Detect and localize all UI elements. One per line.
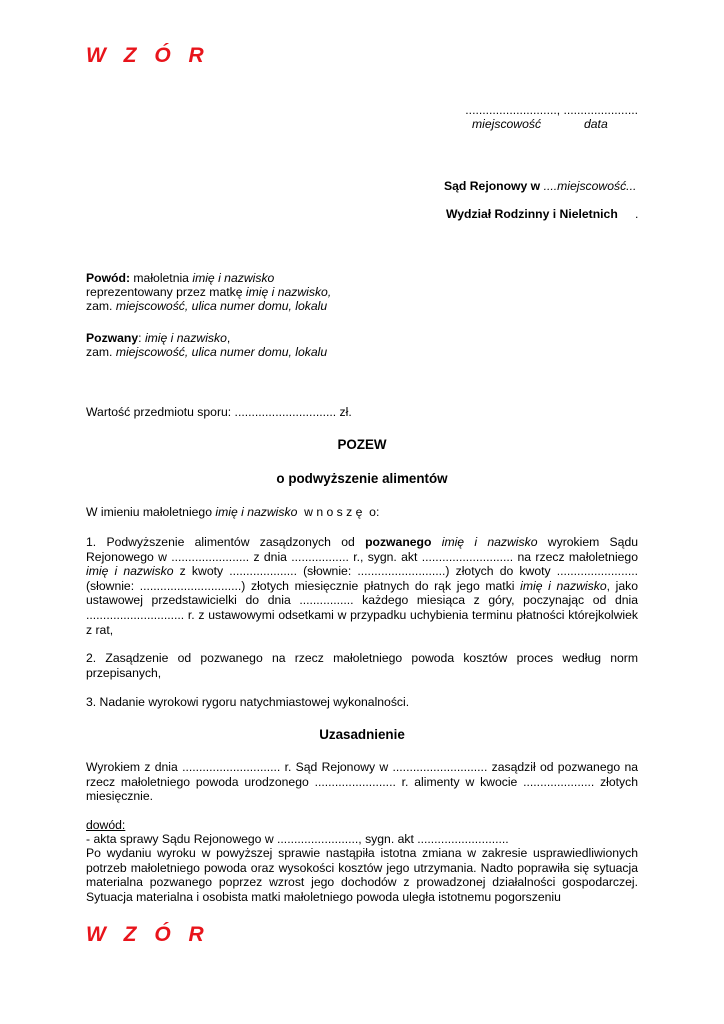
defendant-comma: ,	[226, 331, 231, 345]
defendant-colon: :	[138, 331, 142, 345]
court-place: ....miejscowość...	[543, 179, 637, 193]
defendant-address: miejscowość, ulica numer domu, lokalu	[115, 345, 328, 359]
defendant-line1	[86, 331, 230, 346]
defendant-line2	[86, 345, 327, 360]
intro-text: W imieniu małoletniego	[86, 505, 212, 519]
court-name	[444, 179, 636, 194]
point1-text-d: wyrokiem Sądu Rejonowego w ....................... z dnia ................. r., sygn. akt ........................... na rzecz małoletniego	[86, 535, 639, 564]
defendant-name: imię i nazwisko	[144, 331, 227, 345]
point1-text-h: , jako ustawowej przedstawicielki do dnia ................ każdego miesiąca z góry, poczynając od dnia ............................. r. z ustawowymi odsetkami w przypadku uchybienia terminu płatności którejkolwiek z rat,	[86, 578, 638, 637]
plaintiff-label: Powód:	[86, 271, 131, 285]
document-title: POZEW	[337, 437, 387, 452]
point1-mother-name: imię i nazwisko	[520, 578, 607, 593]
place-date-dots: ..........................., ......................	[465, 103, 638, 117]
place-label: miejscowość	[472, 117, 542, 131]
request-point-2: 2. Zasądzenie od pozwanego na rzecz małoletniego powoda kosztów proces według norm przepisanych,	[86, 651, 638, 680]
plaintiff-representative-text: reprezentowany przez matkę	[86, 285, 243, 299]
intro-name: imię i nazwisko	[215, 505, 298, 519]
plaintiff-name: imię i nazwisko	[192, 271, 275, 285]
point1-text-a: 1. Podwyższenie alimentów zasądzonych od	[86, 535, 355, 549]
request-point-1	[86, 535, 638, 637]
watermark-bottom: W Z Ó R	[86, 923, 210, 946]
evidence-item-1: - akta sprawy Sądu Rejonowego w ........................, sygn. akt ...........................	[86, 832, 509, 846]
dispute-value: Wartość przedmiotu sporu: .............................. zł.	[86, 405, 352, 419]
intro-colon: o:	[369, 505, 380, 519]
plaintiff-line3	[86, 299, 327, 314]
defendant-address-prefix: zam.	[86, 345, 113, 359]
point1-text-f: z kwoty .................... (słownie: ..........................) złotych do kwoty ........................ (słownie: ..............................) złotych miesięcznie płatnych do rąk jego matki	[86, 564, 639, 593]
evidence-label: dowód:	[86, 818, 126, 832]
plaintiff-address-prefix: zam.	[86, 299, 113, 313]
plaintiff-representative-name: imię i nazwisko,	[245, 285, 332, 299]
justification-title: Uzasadnienie	[319, 727, 405, 742]
court-division: Wydział Rodzinny i Nieletnich	[446, 207, 618, 221]
evidence-paragraph: Po wydaniu wyroku w powyższej sprawie nastąpiła istotna zmiana w zakresie usprawiedliwionych potrzeb małoletniego powoda oraz wysokości kosztów jego utrzymania. Nadto poprawiła się sytuacja materialna pozwanego poprzez wzrost jego dochodów z prowadzonej działalności gospodarczej. Sytuacja materialna i osobista matki małoletniego powoda uległa istotnemu pogorszeniu	[86, 846, 638, 904]
point1-defendant: pozwanego	[365, 535, 432, 549]
defendant-label: Pozwany	[86, 331, 139, 345]
document-subtitle: o podwyższenie alimentów	[276, 471, 448, 486]
watermark-top: W Z Ó R	[86, 44, 210, 67]
court-prefix: Sąd Rejonowy w	[444, 179, 541, 193]
request-point-3: 3. Nadanie wyrokowi rygoru natychmiastowej wykonalności.	[86, 695, 410, 709]
plaintiff-text: małoletnia	[133, 271, 189, 285]
date-label: data	[584, 117, 608, 131]
plaintiff-line1	[86, 271, 274, 286]
plaintiff-address: miejscowość, ulica numer domu, lokalu	[115, 299, 328, 313]
intro-line	[86, 505, 379, 520]
justification-text: Wyrokiem z dnia ............................. r. Sąd Rejonowy w ............................ zasądził od pozwanego na rzecz małoletniego powoda urodzonego ........................ r. alimenty w kwocie ..................... złotych miesięcznie.	[86, 760, 638, 804]
plaintiff-line2	[86, 285, 331, 300]
intro-request: w n o s z ę	[304, 505, 363, 519]
point1-defendant-name: imię i nazwisko	[441, 535, 538, 549]
court-division-end: .	[635, 207, 639, 221]
point1-minor-name: imię i nazwisko	[86, 564, 174, 579]
